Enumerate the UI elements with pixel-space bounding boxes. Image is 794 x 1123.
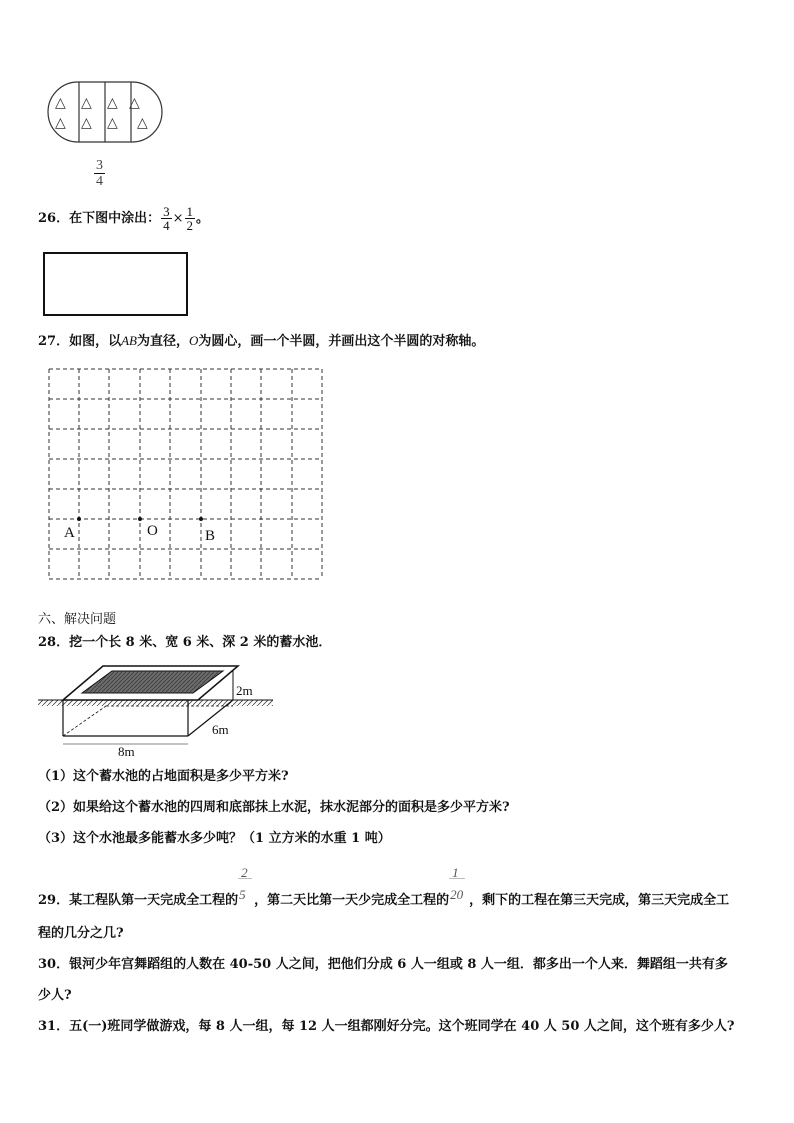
q29-line2: 程的几分之几? <box>38 926 124 941</box>
point-a-dot <box>77 517 81 521</box>
point-b-dot <box>199 517 203 521</box>
triangle-icon: △ <box>107 115 118 131</box>
q28-sub1: （1）这个蓄水池的占地面积是多少平方米? <box>38 769 289 784</box>
dashed-grid <box>48 368 324 586</box>
width-label: 6m <box>212 722 229 737</box>
point-o-label: O <box>147 523 158 539</box>
q28-sub3: （3）这个水池最多能蓄水多少吨？（1 立方米的水重 1 吨） <box>38 831 391 846</box>
ab-label: AB <box>121 333 137 348</box>
q29-fraction-1 <box>238 865 254 904</box>
q28-sub2: （2）如果给这个蓄水池的四周和底部抹上水泥，抹水泥部分的面积是多少平方米? <box>38 800 510 815</box>
q26-f2-den: 2 <box>186 218 193 233</box>
triangle-icon: △ <box>81 115 92 131</box>
q26-rectangle[interactable] <box>43 252 188 316</box>
triangle-grid <box>54 93 164 133</box>
point-b-label: B <box>205 528 216 544</box>
q29-f1-num: 2 <box>241 865 248 880</box>
grid-svg <box>48 368 324 582</box>
triangle-icon: △ <box>137 115 148 131</box>
q26-f2-num: 1 <box>186 204 193 219</box>
triangle-icon: △ <box>81 95 92 111</box>
triangle-icon: △ <box>55 115 66 131</box>
q30-line2: 少人? <box>38 988 72 1003</box>
question-31: 31．五(一)班同学做游戏，每 8 人一组，每 12 人一组都刚好分完。这个班同学在 40 人 50 人之间，这个班有多少人? <box>38 1019 735 1034</box>
q26-f1-num: 3 <box>163 204 170 219</box>
depth-label: 2m <box>236 683 253 698</box>
pool-svg <box>38 660 278 760</box>
q29-f1-den: 5 <box>239 887 246 902</box>
question-28: 28．挖一个长 8 米、宽 6 米、深 2 米的蓄水池． <box>38 635 332 650</box>
q26-f1-den: 4 <box>163 218 170 233</box>
point-o-dot <box>138 517 142 521</box>
q29-text-b: ，第二天比第一天少完成全工程的 <box>254 893 450 908</box>
question-30: 30．银河少年宫舞蹈组的人数在 40-50 人之间，把他们分成 6 人一组或 8 人一组．都多出一个人来．舞蹈组一共有多 <box>38 957 728 972</box>
fraction-denominator: 4 <box>96 174 103 189</box>
section-title: 六、解决问题 <box>38 612 117 627</box>
q29-f2-num: 1 <box>452 865 459 880</box>
fraction-numerator: 3 <box>96 158 103 173</box>
length-label: 8m <box>118 744 135 759</box>
pool-diagram <box>38 660 278 764</box>
triangle-icon: △ <box>107 95 118 111</box>
q27-text-c: 为圆心，画一个半圆，并画出这个半圆的对称轴。 <box>198 334 485 349</box>
question-26 <box>38 205 209 232</box>
q26-suffix: 。 <box>196 211 210 226</box>
q29-text-c: ，剩下的工程在第三天完成，第三天完成全工 <box>469 893 730 908</box>
q27-text-a: 27．如图，以 <box>38 334 122 349</box>
q29-fraction-2 <box>449 865 469 904</box>
q26-prefix: 26．在下图中涂出： <box>38 211 161 226</box>
figure-fraction <box>93 158 106 189</box>
q27-text-b: 为直径， <box>136 334 189 349</box>
q29-f2-den: 20 <box>450 887 464 902</box>
triangle-icon: △ <box>55 95 66 111</box>
times-sign: × <box>172 211 184 226</box>
q29-text-a: 29．某工程队第一天完成全工程的 <box>38 893 239 908</box>
point-a-label: A <box>64 525 75 541</box>
question-27 <box>38 332 484 351</box>
o-label: O <box>189 333 199 348</box>
triangle-icon: △ <box>129 95 140 111</box>
question-29 <box>38 865 730 910</box>
